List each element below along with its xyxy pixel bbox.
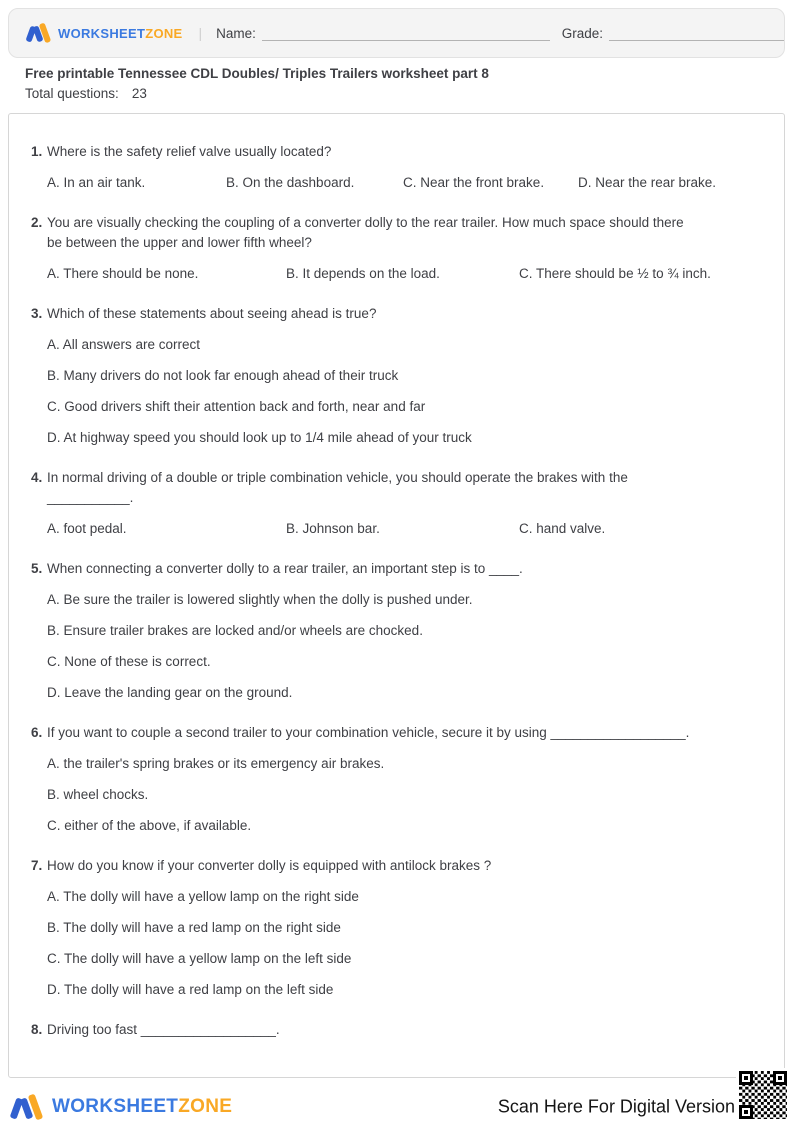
option-c: C. hand valve. <box>519 521 606 536</box>
question-text: When connecting a converter dolly to a rear trailer, an important step is to ____. <box>47 561 523 576</box>
question-text: If you want to couple a second trailer to your combination vehicle, secure it by using __________________. <box>47 725 690 740</box>
worksheetzone-logo-icon <box>27 21 51 45</box>
question-4 <box>9 468 764 539</box>
question-text: You are visually checking the coupling of a converter dolly to the rear trailer. How much space should there <box>47 215 684 230</box>
question-number: 5. <box>31 561 43 576</box>
question-text: How do you know if your converter dolly is equipped with antilock brakes ? <box>47 858 492 873</box>
scan-here-text: Scan Here For Digital Version <box>497 1096 735 1117</box>
header-divider: | <box>198 25 203 41</box>
option-b: B. Ensure trailer brakes are locked and/or wheels are chocked. <box>47 623 423 638</box>
question-number: 6. <box>31 725 43 740</box>
question-5 <box>9 559 764 703</box>
logo-word-worksheet: WORKSHEET <box>52 1096 179 1117</box>
question-2 <box>9 213 764 284</box>
qr-code <box>736 1068 790 1122</box>
header-card <box>8 8 785 58</box>
grade-blank-line <box>609 40 784 41</box>
options-row <box>47 264 764 284</box>
option-a: A. All answers are correct <box>47 337 201 352</box>
name-label: Name: <box>216 25 256 41</box>
question-6 <box>9 723 764 836</box>
question-number: 7. <box>31 858 43 873</box>
option-d: D. Leave the landing gear on the ground. <box>47 685 293 700</box>
question-number: 8. <box>31 1022 43 1037</box>
question-3 <box>9 304 764 448</box>
option-c: C. Good drivers shift their attention back and forth, near and far <box>47 399 426 414</box>
question-1 <box>9 142 764 193</box>
option-b: B. Johnson bar. <box>286 521 380 536</box>
name-blank-line <box>262 40 550 41</box>
option-b: B. Many drivers do not look far enough ahead of their truck <box>47 368 399 383</box>
worksheetzone-logo-icon <box>12 1092 44 1122</box>
total-questions-value: 23 <box>131 86 147 101</box>
grade-label: Grade: <box>561 25 603 41</box>
options-list <box>47 754 764 836</box>
qr-finder-icon <box>739 1071 753 1085</box>
question-text-blank: ___________. <box>47 490 134 505</box>
question-text: be between the upper and lower fifth wheel? <box>47 235 312 250</box>
question-text: Which of these statements about seeing ahead is true? <box>47 306 377 321</box>
options-row <box>47 519 764 539</box>
question-number: 1. <box>31 144 43 159</box>
option-b: B. On the dashboard. <box>226 175 355 190</box>
option-b: B. wheel chocks. <box>47 787 149 802</box>
option-d: D. At highway speed you should look up to 1/4 mile ahead of your truck <box>47 430 472 445</box>
question-number: 2. <box>31 215 43 230</box>
footer <box>0 1087 793 1122</box>
footer-logo <box>12 1092 232 1122</box>
option-c: C. either of the above, if available. <box>47 818 252 833</box>
option-a: A. foot pedal. <box>47 521 127 536</box>
question-text: Where is the safety relief valve usually located? <box>47 144 332 159</box>
total-questions-label: Total questions: <box>25 86 119 101</box>
option-a: A. The dolly will have a yellow lamp on the right side <box>47 889 359 904</box>
option-a: A. the trailer's spring brakes or its emergency air brakes. <box>47 756 385 771</box>
options-list <box>47 887 764 1000</box>
logo-word-worksheet: WORKSHEET <box>58 25 146 41</box>
option-d: D. Near the rear brake. <box>578 175 717 190</box>
logo-wordmark <box>52 1096 232 1118</box>
option-b: B. The dolly will have a red lamp on the right side <box>47 920 341 935</box>
option-d: D. The dolly will have a red lamp on the left side <box>47 982 334 997</box>
options-list <box>47 335 764 448</box>
options-list <box>47 590 764 703</box>
total-questions <box>25 86 768 101</box>
page-title: Free printable Tennessee CDL Doubles/ Triples Trailers worksheet part 8 <box>25 66 489 81</box>
question-8 <box>9 1020 764 1040</box>
option-a: A. In an air tank. <box>47 175 146 190</box>
options-row <box>47 173 764 193</box>
question-number: 4. <box>31 470 43 485</box>
option-a: A. Be sure the trailer is lowered slightly when the dolly is pushed under. <box>47 592 473 607</box>
logo-wordmark <box>58 26 183 41</box>
option-c: C. The dolly will have a yellow lamp on the left side <box>47 951 352 966</box>
qr-finder-icon <box>773 1071 787 1085</box>
question-text: Driving too fast __________________. <box>47 1022 280 1037</box>
header-logo <box>27 21 183 45</box>
option-c: C. Near the front brake. <box>403 175 545 190</box>
logo-word-zone: ZONE <box>178 1096 233 1117</box>
qr-finder-icon <box>739 1105 753 1119</box>
question-text: In normal driving of a double or triple combination vehicle, you should operate the brakes with the <box>47 470 628 485</box>
option-a: A. There should be none. <box>47 266 199 281</box>
option-c: C. There should be ½ to ¾ inch. <box>519 266 711 281</box>
question-number: 3. <box>31 306 43 321</box>
option-c: C. None of these is correct. <box>47 654 211 669</box>
question-7 <box>9 856 764 1000</box>
questions-panel <box>8 113 785 1078</box>
logo-word-zone: ZONE <box>145 25 183 41</box>
option-b: B. It depends on the load. <box>286 266 440 281</box>
